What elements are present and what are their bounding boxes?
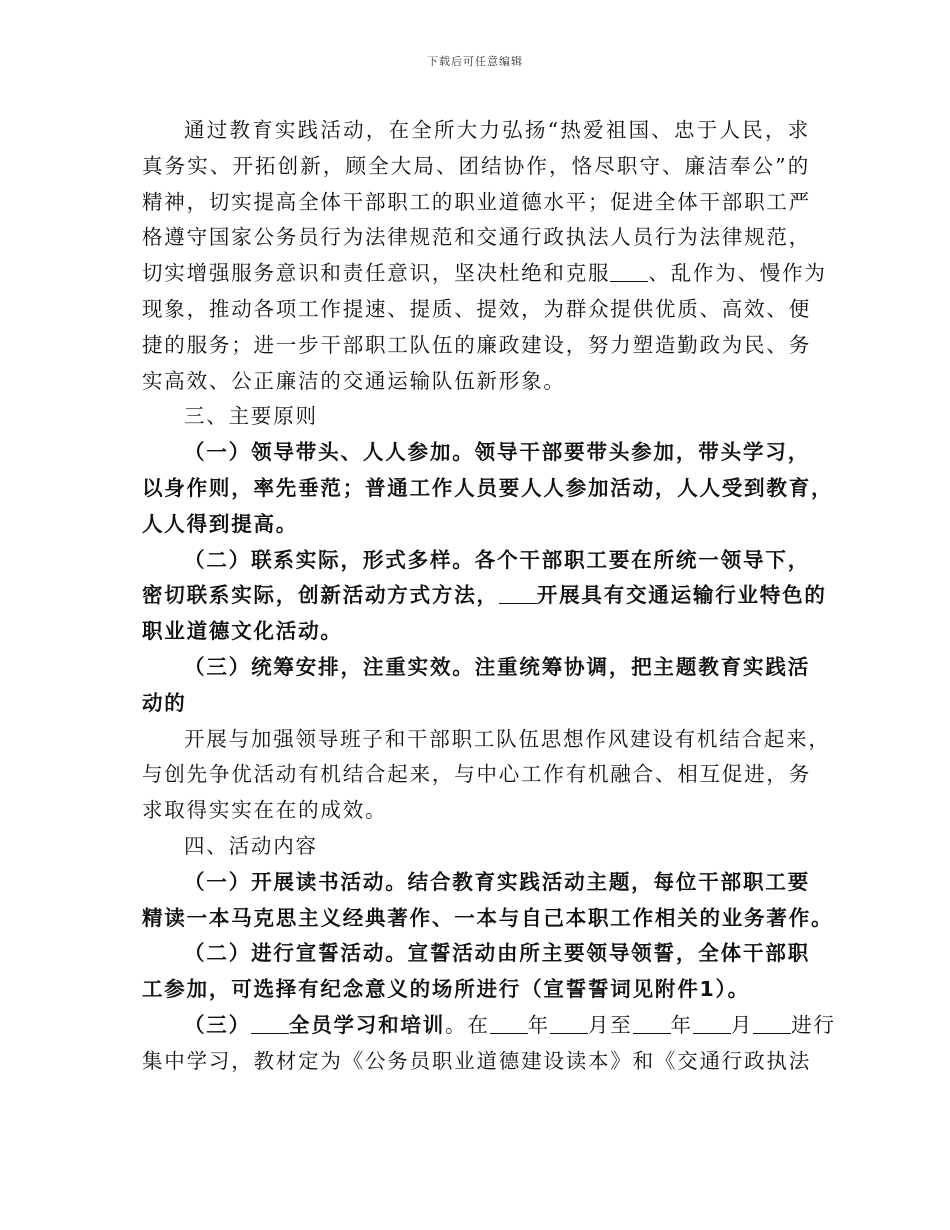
text-line: 实高效、公正廉洁的交通运输队伍新形象。 <box>142 368 566 393</box>
text-line: 捷的服务；进一步干部职工队伍的廉政建设，努力塑造勤政为民、务 <box>142 332 811 357</box>
paragraph-principle-3 <box>142 650 810 722</box>
text-line: 精神，切实提高全体干部职工的职业道德水平；促进全体干部职工严 <box>142 189 811 214</box>
paragraph-principle-2 <box>142 543 827 650</box>
text-fragment: 切实增强服务意识和责任意识，坚决杜绝和克服 <box>142 261 611 286</box>
text-line: 真务实、开拓创新，顾全大局、团结协作，恪尽职守、廉洁奉公”的 <box>142 153 810 178</box>
text-fragment: 、乱作为、慢作为 <box>648 261 827 286</box>
text-line: 通过教育实践活动，在全所大力弘扬“热爱祖国、忠于人民，求 <box>184 118 810 142</box>
text-line: （三）统筹安排，注重实效。注重统筹协调，把主题教育实践活 <box>184 654 810 679</box>
text-line: 开展与加强领导班子和干部职工队伍思想作风建设有机结合起来， <box>184 726 831 751</box>
text-line: （一）开展读书活动。结合教育实践活动主题，每位干部职工要 <box>184 869 810 894</box>
blank-underline <box>753 1013 791 1034</box>
text-line: 精读一本马克思主义经典著作、一本与自己本职工作相关的业务著作。 <box>142 905 834 930</box>
text-line <box>142 1008 836 1044</box>
text-line: 职业道德文化活动。 <box>142 619 343 644</box>
text-line: 以身作则，率先垂范；普通工作人员要人人参加活动，人人受到教育， <box>142 475 834 500</box>
page-header: 下载后可任意编辑 <box>427 55 523 68</box>
blank-underline <box>610 261 648 282</box>
document-body <box>142 113 836 1080</box>
blank-underline <box>693 1013 731 1034</box>
text-line <box>142 256 827 292</box>
paragraph-objectives <box>142 113 827 399</box>
text-line: 与创先争优活动有机结合起来，与中心工作有机融合、相互促进，务 <box>142 762 811 787</box>
text-line <box>142 578 827 614</box>
text-line: （一）领导带头、人人参加。领导干部要带头参加，带头学习， <box>184 440 810 465</box>
text-line: 工参加，可选择有纪念意义的场所进行（宣誓誓词见附件1）。 <box>142 977 750 1002</box>
text-fragment: 密切联系实际，创新活动方式方法， <box>142 583 499 608</box>
text-line: 现象，推动各项工作提速、提质、提效，为群众提供优质、高效、便 <box>142 296 811 321</box>
text-fragment: 开展具有交通运输行业特色的 <box>536 583 827 608</box>
text-fragment: 月至 <box>587 1012 633 1037</box>
blank-underline <box>550 1013 588 1034</box>
blank-underline <box>251 1013 289 1034</box>
section-heading-activities: 四、活动内容 <box>184 833 318 858</box>
text-line: 集中学习，教材定为《公务员职业道德建设读本》和《交通行政执法 <box>142 1048 811 1073</box>
text-line: 人人得到提高。 <box>142 511 299 536</box>
paragraph-activity-1 <box>142 865 834 937</box>
text-line: 求取得实实在在的成效。 <box>142 798 388 823</box>
text-line: （二）进行宣誓活动。宣誓活动由所主要领导领誓，全体干部职 <box>184 941 810 966</box>
section-heading-principles: 三、主要原则 <box>184 404 318 429</box>
blank-underline <box>633 1013 671 1034</box>
text-fragment: 进行 <box>791 1012 836 1037</box>
blank-underline <box>499 583 537 604</box>
text-line: 动的 <box>142 690 187 715</box>
text-fragment: 年 <box>670 1012 693 1037</box>
text-line: （二）联系实际，形式多样。各个干部职工要在所统一领导下， <box>184 547 810 572</box>
text-line: 格遵守国家公务员行为法律规范和交通行政执法人员行为法律规范， <box>142 225 811 250</box>
paragraph-activity-2 <box>142 936 810 1008</box>
text-fragment: （三） <box>184 1012 251 1037</box>
blank-underline <box>490 1013 528 1034</box>
text-fragment: 月 <box>730 1012 754 1037</box>
paragraph-activity-3 <box>142 1008 836 1080</box>
paragraph-principle-3-cont <box>142 722 831 829</box>
paragraph-principle-1 <box>142 435 834 542</box>
text-fragment: 。在 <box>445 1012 490 1037</box>
text-fragment: 全员学习和培训 <box>288 1012 446 1037</box>
text-fragment: 年 <box>527 1012 550 1037</box>
